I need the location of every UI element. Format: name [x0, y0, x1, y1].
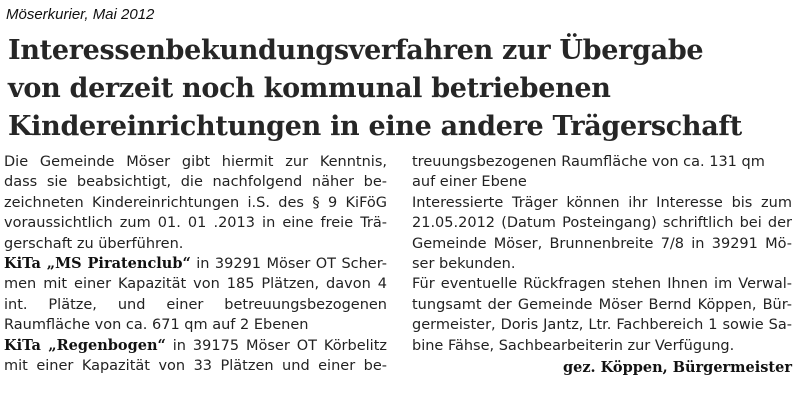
body-line: mit einer Kapazität von 33 Plätzen und einer be- [4, 358, 387, 375]
body-line: gerschaft zu überführen. [4, 235, 184, 252]
kita-1-location: in 39291 Möser OT Scher- [190, 256, 387, 273]
body-line: int. Plätze, und einer betreuungsbezogenen [4, 296, 387, 313]
publication-tag: Möserkurier, Mai 2012 [6, 6, 155, 23]
body-line: voraussichtlich zum 01. 01 .2013 in eine freie Trä- [4, 215, 387, 232]
body-line: germeister, Doris Jantz, Ltr. Fachbereich 1 sowie Sa- [412, 317, 792, 334]
left-column [4, 152, 387, 376]
right-column [412, 152, 792, 378]
kita-2-location: in 39175 Möser OT Körbelitz [165, 337, 387, 354]
body-line: Für eventuelle Rückfragen stehen Ihnen im Verwal- [412, 276, 792, 293]
headline-line-2: von derzeit noch kommunal betriebenen [8, 73, 611, 104]
signature: gez. Köppen, Bürgermeister [562, 359, 792, 377]
body-line: auf einer Ebene [412, 174, 527, 191]
kita-1-name: KiTa „MS Piratenclub“ [4, 255, 191, 273]
body-line: Die Gemeinde Möser gibt hiermit zur Kenntnis, [4, 154, 387, 170]
headline-line-3: Kindereinrichtungen in eine andere Trägerschaft [8, 111, 742, 142]
headline-line-1: Interessenbekundungsverfahren zur Übergabe [8, 35, 704, 66]
body-line: Interessierte Träger können ihr Interesse bis zum [412, 194, 792, 211]
body-line: bine Fähse, Sachbearbeiterin zur Verfügung. [412, 337, 735, 354]
kita-1-heading-line [4, 254, 387, 274]
kita-2-heading-line [4, 336, 387, 356]
body-line: Raumfläche von ca. 671 qm auf 2 Ebenen [4, 317, 309, 334]
body-line: ser bekunden. [412, 256, 516, 273]
body-line: men mit einer Kapazität von 185 Plätzen, davon 4 [4, 276, 387, 293]
body-line: zeichneten Kindereinrichtungen i.S. des § 9 KiFöG [4, 194, 387, 211]
body-line: dass sie beabsichtigt, die nachfolgend näher be- [4, 174, 387, 191]
body-line: tungsamt der Gemeinde Möser Bernd Köppen, Bür- [412, 296, 792, 313]
kita-2-name: KiTa „Regenbogen“ [4, 336, 166, 354]
body-line: treuungsbezogenen Raumfläche von ca. 131 qm [412, 154, 765, 170]
article-headline [8, 32, 798, 146]
body-line: Gemeinde Möser, Brunnenbreite 7/8 in 39291 Mö- [412, 235, 792, 252]
body-line: 21.05.2012 (Datum Posteingang) schriftlich bei der [412, 215, 792, 232]
